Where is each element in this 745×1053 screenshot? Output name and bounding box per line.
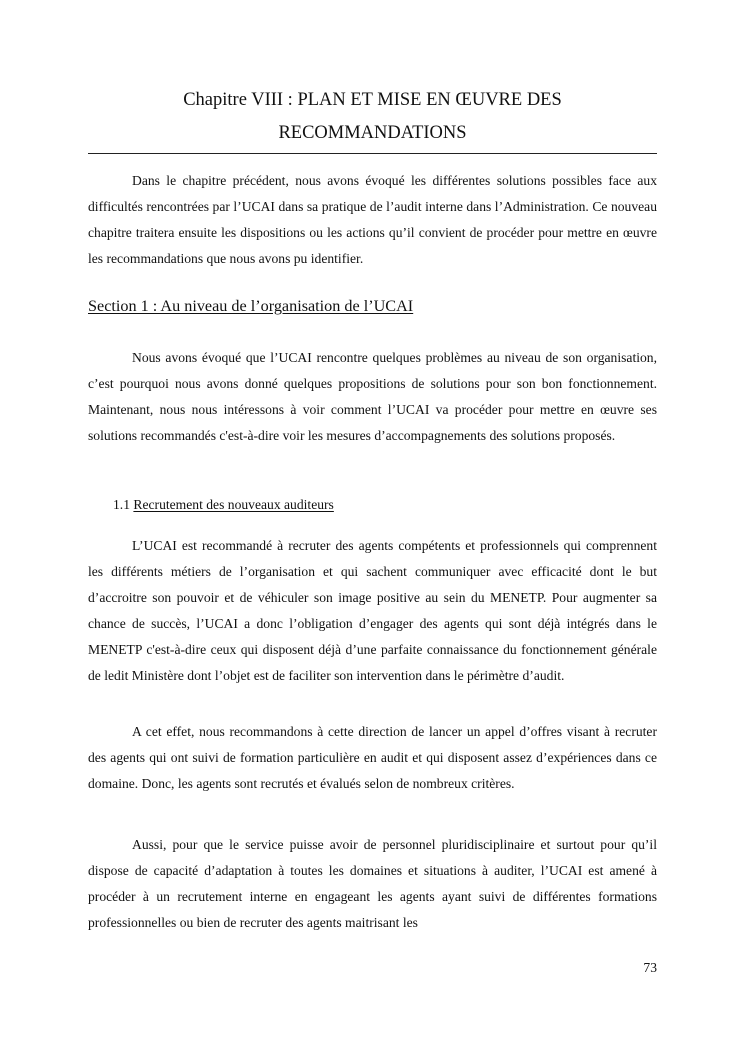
subsection-paragraph-2: A cet effet, nous recommandons à cette direction de lancer un appel d’offres visant à recruter des agents qui ont suivi de formation particulière en audit et qui disposent assez d’expériences dans ce domaine. Donc, les agents sont recrutés et évalués selon de nombreux critères. xyxy=(88,724,657,791)
page-number: 73 xyxy=(643,960,657,975)
subsection-paragraph-1: L’UCAI est recommandé à recruter des agents compétents et professionnels qui comprennent les différents métiers de l’organisation et qui sachent communiquer avec efficacité dont le but d’accroitre son pouvoir et de véhiculer son image positive au sein du MENETP. Pour augmenter sa chance de succès, l’UCAI a donc l’obligation d’engager des agents qui sont déjà intégrés dans le MENETP c'est-à-dire ceux qui disposent déjà d’une parfaite connaissance du fonctionnement générale de ledit Ministère dont l’objet est de faciliter son intervention dans le périmètre d’audit. xyxy=(88,538,657,683)
subsection-number: 1.1 xyxy=(113,497,130,512)
chapter-title xyxy=(88,84,657,150)
chapter-title-line-2: RECOMMANDATIONS xyxy=(278,123,467,143)
title-divider xyxy=(88,153,657,154)
chapter-title-line-1: Chapitre VIII : PLAN ET MISE EN ŒUVRE DES xyxy=(183,90,562,110)
subsection-1-1-heading xyxy=(113,494,334,516)
section-1-title: Section 1 : Au niveau de l’organisation de l’UCAI xyxy=(88,297,414,315)
subsection-paragraph-3: Aussi, pour que le service puisse avoir de personnel pluridisciplinaire et surtout pour qu’il dispose de capacité d’adaptation à toutes les domaines et situations à auditer, l’UCAI est amené à procéder à un recrutement interne en engageant les agents ayant suivi de différentes formations professionnelles ou bien de recruter des agents maitrisant les xyxy=(88,837,657,930)
subsection-title: Recrutement des nouveaux auditeurs xyxy=(133,497,334,512)
section-1-paragraph: Nous avons évoqué que l’UCAI rencontre quelques problèmes au niveau de son organisation, c’est pourquoi nous avons donné quelques propositions de solutions pour son bon fonctionnement. Maintenant, nous nous intéressons à voir comment l’UCAI va procéder pour mettre en œuvre ses solutions recommandés c'est-à-dire voir les mesures d’accompagnements des solutions proposés. xyxy=(88,350,657,443)
intro-paragraph: Dans le chapitre précédent, nous avons évoqué les différentes solutions possibles face aux difficultés rencontrées par l’UCAI dans sa pratique de l’audit interne dans l’Administration. Ce nouveau chapitre traitera ensuite les dispositions ou les actions qu’il convient de procéder pour mettre en œuvre les recommandations que nous avons pu identifier. xyxy=(88,173,657,266)
